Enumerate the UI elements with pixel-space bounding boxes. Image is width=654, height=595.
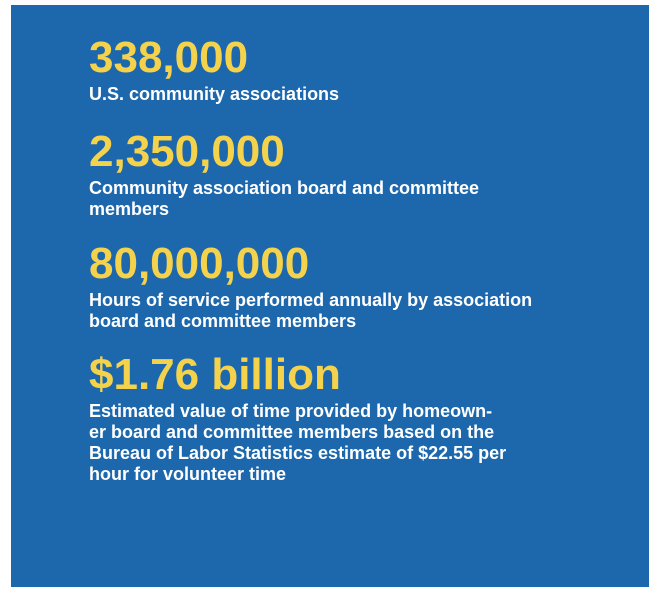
- stats-panel: [11, 5, 649, 587]
- stat-description-line: Hours of service performed annually by association: [89, 290, 533, 310]
- stat-description-line: Bureau of Labor Statistics estimate of $22.55 per: [89, 443, 507, 463]
- stat-community-associations: [89, 35, 634, 105]
- stat-value: $1.76 billion: [89, 350, 341, 399]
- stat-description: [89, 178, 634, 220]
- stat-value: 338,000: [89, 33, 249, 82]
- stat-description-line: board and committee members: [89, 311, 357, 331]
- stat-description-line: hour for volunteer time: [89, 464, 287, 484]
- stat-description-line: Community association board and committee: [89, 178, 480, 198]
- stat-description: [89, 401, 634, 485]
- stat-description-line: er board and committee members based on the: [89, 422, 495, 442]
- stat-description-line: U.S. community associations: [89, 84, 340, 104]
- stat-value-of-time: [89, 352, 634, 485]
- stat-description-line: Estimated value of time provided by homeown-: [89, 401, 493, 421]
- stat-value: 2,350,000: [89, 127, 285, 176]
- stat-description: [89, 290, 634, 332]
- stat-hours-of-service: [89, 241, 634, 332]
- stat-value: 80,000,000: [89, 239, 310, 288]
- stat-description: [89, 84, 634, 105]
- stat-board-members: [89, 129, 634, 220]
- stat-description-line: members: [89, 199, 170, 219]
